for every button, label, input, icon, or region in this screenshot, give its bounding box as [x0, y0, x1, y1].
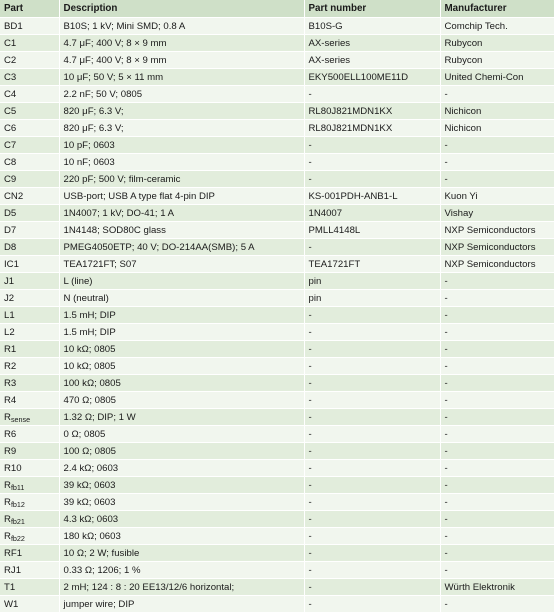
cell-part-number: - [304, 528, 440, 545]
cell-manufacturer: - [440, 290, 554, 307]
cell-part [0, 239, 59, 256]
table-row [0, 35, 554, 52]
cell-description: 220 pF; 500 V; film-ceramic [59, 171, 304, 188]
cell-part-number: - [304, 358, 440, 375]
cell-part-number: - [304, 596, 440, 613]
part-designator-subscript: sense [10, 414, 31, 424]
cell-part [0, 103, 59, 120]
cell-part [0, 579, 59, 596]
part-designator: C1 [4, 37, 17, 49]
cell-part-number: pin [304, 273, 440, 290]
cell-description: 1.5 mH; DIP [59, 324, 304, 341]
table-row [0, 477, 554, 494]
cell-part-number: EKY500ELL100ME11D [304, 69, 440, 86]
cell-description: 0.33 Ω; 1206; 1 % [59, 562, 304, 579]
cell-description: 2.2 nF; 50 V; 0805 [59, 86, 304, 103]
cell-part [0, 171, 59, 188]
cell-description: 4.7 μF; 400 V; 8 × 9 mm [59, 35, 304, 52]
cell-part-number: - [304, 579, 440, 596]
cell-description: PMEG4050ETP; 40 V; DO-214AA(SMB); 5 A [59, 239, 304, 256]
part-designator: L2 [4, 326, 15, 338]
cell-part [0, 273, 59, 290]
cell-manufacturer: - [440, 341, 554, 358]
table-row [0, 307, 554, 324]
cell-part [0, 35, 59, 52]
cell-part [0, 545, 59, 562]
cell-description: 1.5 mH; DIP [59, 307, 304, 324]
cell-part [0, 205, 59, 222]
part-designator: R9 [4, 445, 17, 457]
cell-part-number: TEA1721FT [304, 256, 440, 273]
table-row [0, 324, 554, 341]
cell-part-number: - [304, 409, 440, 426]
cell-description: TEA1721FT; S07 [59, 256, 304, 273]
part-designator: C2 [4, 54, 17, 66]
table-row [0, 52, 554, 69]
cell-part-number: - [304, 86, 440, 103]
table-row [0, 443, 554, 460]
cell-description: 39 kΩ; 0603 [59, 477, 304, 494]
cell-part-number: AX-series [304, 52, 440, 69]
cell-part-number: - [304, 307, 440, 324]
cell-manufacturer: Kuon Yi [440, 188, 554, 205]
table-header [0, 0, 554, 18]
cell-description: 180 kΩ; 0603 [59, 528, 304, 545]
cell-manufacturer: - [440, 273, 554, 290]
table-row [0, 86, 554, 103]
table-row [0, 596, 554, 613]
cell-part [0, 69, 59, 86]
cell-description: 39 kΩ; 0603 [59, 494, 304, 511]
table-row [0, 18, 554, 35]
cell-description: 10 kΩ; 0805 [59, 341, 304, 358]
cell-part [0, 324, 59, 341]
table-row [0, 375, 554, 392]
cell-manufacturer: Comchip Tech. [440, 18, 554, 35]
cell-part-number: - [304, 154, 440, 171]
table-row [0, 545, 554, 562]
cell-description: 2 mH; 124 : 8 : 20 EE13/12/6 horizontal; [59, 579, 304, 596]
cell-manufacturer: - [440, 494, 554, 511]
cell-part-number: - [304, 460, 440, 477]
part-designator: L1 [4, 309, 15, 321]
part-designator: D7 [4, 224, 17, 236]
cell-manufacturer: NXP Semiconductors [440, 239, 554, 256]
cell-part-number: RL80J821MDN1KX [304, 103, 440, 120]
cell-part [0, 86, 59, 103]
cell-manufacturer: NXP Semiconductors [440, 256, 554, 273]
part-designator: RF1 [4, 547, 23, 559]
header-part: Part [0, 0, 59, 18]
cell-part [0, 52, 59, 69]
cell-description: USB-port; USB A type flat 4-pin DIP [59, 188, 304, 205]
cell-part-number: pin [304, 290, 440, 307]
cell-part [0, 528, 59, 545]
cell-description: jumper wire; DIP [59, 596, 304, 613]
part-designator: R [4, 513, 11, 525]
cell-part-number: - [304, 375, 440, 392]
header-part-number: Part number [304, 0, 440, 18]
table-row [0, 171, 554, 188]
table-row [0, 511, 554, 528]
part-designator: W1 [4, 598, 19, 610]
cell-part-number: - [304, 341, 440, 358]
table-row [0, 409, 554, 426]
cell-manufacturer: Vishay [440, 205, 554, 222]
cell-manufacturer: - [440, 154, 554, 171]
table-row [0, 528, 554, 545]
part-designator-subscript: fb21 [10, 516, 25, 526]
cell-manufacturer: Würth Elektronik [440, 579, 554, 596]
cell-manufacturer: - [440, 443, 554, 460]
table-row [0, 579, 554, 596]
cell-description: 820 μF; 6.3 V; [59, 103, 304, 120]
cell-description: 10 pF; 0603 [59, 137, 304, 154]
part-designator: R3 [4, 377, 17, 389]
cell-part-number: - [304, 324, 440, 341]
cell-description: L (line) [59, 273, 304, 290]
table-row [0, 460, 554, 477]
cell-manufacturer: NXP Semiconductors [440, 222, 554, 239]
cell-manufacturer: - [440, 426, 554, 443]
table-row [0, 222, 554, 239]
cell-part-number: RL80J821MDN1KX [304, 120, 440, 137]
cell-part [0, 222, 59, 239]
part-designator: J2 [4, 292, 15, 304]
cell-part [0, 18, 59, 35]
cell-manufacturer: - [440, 307, 554, 324]
table-row [0, 290, 554, 307]
part-designator: C4 [4, 88, 17, 100]
cell-manufacturer: United Chemi-Con [440, 69, 554, 86]
part-designator: R [4, 496, 11, 508]
cell-part-number: 1N4007 [304, 205, 440, 222]
cell-description: 10 nF; 0603 [59, 154, 304, 171]
table-row [0, 69, 554, 86]
header-manufacturer: Manufacturer [440, 0, 554, 18]
cell-description: 1N4007; 1 kV; DO-41; 1 A [59, 205, 304, 222]
part-designator: RJ1 [4, 564, 22, 576]
cell-description: 0 Ω; 0805 [59, 426, 304, 443]
cell-part [0, 511, 59, 528]
part-designator: C7 [4, 139, 17, 151]
cell-part [0, 562, 59, 579]
part-designator: D8 [4, 241, 17, 253]
part-designator: R [4, 479, 11, 491]
part-designator: R6 [4, 428, 17, 440]
cell-description: 4.7 μF; 400 V; 8 × 9 mm [59, 52, 304, 69]
cell-manufacturer: - [440, 392, 554, 409]
cell-part-number: B10S-G [304, 18, 440, 35]
part-designator: C5 [4, 105, 17, 117]
header-description: Description [59, 0, 304, 18]
cell-description: N (neutral) [59, 290, 304, 307]
cell-manufacturer: - [440, 545, 554, 562]
cell-manufacturer: - [440, 460, 554, 477]
cell-description: 10 kΩ; 0805 [59, 358, 304, 375]
table-row [0, 273, 554, 290]
cell-manufacturer: Rubycon [440, 52, 554, 69]
cell-description: 2.4 kΩ; 0603 [59, 460, 304, 477]
part-designator: C3 [4, 71, 17, 83]
cell-part [0, 256, 59, 273]
cell-manufacturer: - [440, 86, 554, 103]
cell-part [0, 426, 59, 443]
cell-part [0, 290, 59, 307]
part-designator: IC1 [4, 258, 19, 270]
cell-part-number: - [304, 426, 440, 443]
table-row [0, 120, 554, 137]
cell-part [0, 154, 59, 171]
cell-part-number: - [304, 477, 440, 494]
cell-part [0, 596, 59, 613]
table-row [0, 494, 554, 511]
cell-manufacturer: - [440, 409, 554, 426]
part-designator: R2 [4, 360, 17, 372]
cell-manufacturer: - [440, 358, 554, 375]
cell-part-number: - [304, 239, 440, 256]
part-designator: R [4, 530, 11, 542]
cell-part [0, 188, 59, 205]
header-row [0, 0, 554, 18]
cell-part-number: KS-001PDH-ANB1-L [304, 188, 440, 205]
cell-part-number: - [304, 562, 440, 579]
table-row [0, 562, 554, 579]
cell-part [0, 409, 59, 426]
cell-part-number: - [304, 171, 440, 188]
cell-manufacturer: - [440, 137, 554, 154]
table-row [0, 188, 554, 205]
part-designator-subscript: fb22 [10, 533, 25, 543]
cell-description: 1N4148; SOD80C glass [59, 222, 304, 239]
table-row [0, 358, 554, 375]
cell-part [0, 341, 59, 358]
table-row [0, 426, 554, 443]
table-row [0, 137, 554, 154]
cell-description: 820 μF; 6.3 V; [59, 120, 304, 137]
cell-part [0, 460, 59, 477]
cell-part [0, 392, 59, 409]
table-row [0, 256, 554, 273]
table-row [0, 154, 554, 171]
cell-description: 4.3 kΩ; 0603 [59, 511, 304, 528]
cell-manufacturer: - [440, 511, 554, 528]
cell-description: 470 Ω; 0805 [59, 392, 304, 409]
cell-manufacturer: Nichicon [440, 103, 554, 120]
cell-part [0, 120, 59, 137]
cell-manufacturer: - [440, 528, 554, 545]
cell-part-number: - [304, 137, 440, 154]
cell-manufacturer: - [440, 171, 554, 188]
part-designator: J1 [4, 275, 15, 287]
cell-part [0, 375, 59, 392]
cell-description: 100 kΩ; 0805 [59, 375, 304, 392]
part-designator: R [4, 411, 11, 423]
cell-description: 10 μF; 50 V; 5 × 11 mm [59, 69, 304, 86]
table-row [0, 205, 554, 222]
part-designator: BD1 [4, 20, 23, 32]
part-designator: R1 [4, 343, 17, 355]
cell-manufacturer: - [440, 596, 554, 613]
cell-part [0, 494, 59, 511]
cell-description: 10 Ω; 2 W; fusible [59, 545, 304, 562]
table-row [0, 392, 554, 409]
cell-manufacturer: - [440, 477, 554, 494]
table-row [0, 341, 554, 358]
part-designator: C9 [4, 173, 17, 185]
cell-part-number: PMLL4148L [304, 222, 440, 239]
cell-part-number: - [304, 494, 440, 511]
cell-part-number: - [304, 392, 440, 409]
part-designator: CN2 [4, 190, 24, 202]
cell-manufacturer: Rubycon [440, 35, 554, 52]
cell-manufacturer: Nichicon [440, 120, 554, 137]
part-designator: R4 [4, 394, 17, 406]
part-designator: D5 [4, 207, 17, 219]
part-designator: T1 [4, 581, 16, 593]
cell-part [0, 443, 59, 460]
part-designator: R10 [4, 462, 22, 474]
cell-manufacturer: - [440, 375, 554, 392]
cell-part [0, 307, 59, 324]
table-row [0, 103, 554, 120]
cell-description: 1.32 Ω; DIP; 1 W [59, 409, 304, 426]
cell-description: 100 Ω; 0805 [59, 443, 304, 460]
cell-part-number: - [304, 511, 440, 528]
table-row [0, 239, 554, 256]
part-designator-subscript: fb11 [10, 482, 25, 492]
part-designator-subscript: fb12 [10, 499, 25, 509]
part-designator: C8 [4, 156, 17, 168]
cell-part [0, 137, 59, 154]
cell-manufacturer: - [440, 562, 554, 579]
cell-description: B10S; 1 kV; Mini SMD; 0.8 A [59, 18, 304, 35]
cell-part-number: AX-series [304, 35, 440, 52]
cell-part-number: - [304, 545, 440, 562]
table-body [0, 18, 554, 613]
part-designator: C6 [4, 122, 17, 134]
cell-part [0, 358, 59, 375]
cell-manufacturer: - [440, 324, 554, 341]
cell-part-number: - [304, 443, 440, 460]
cell-part [0, 477, 59, 494]
